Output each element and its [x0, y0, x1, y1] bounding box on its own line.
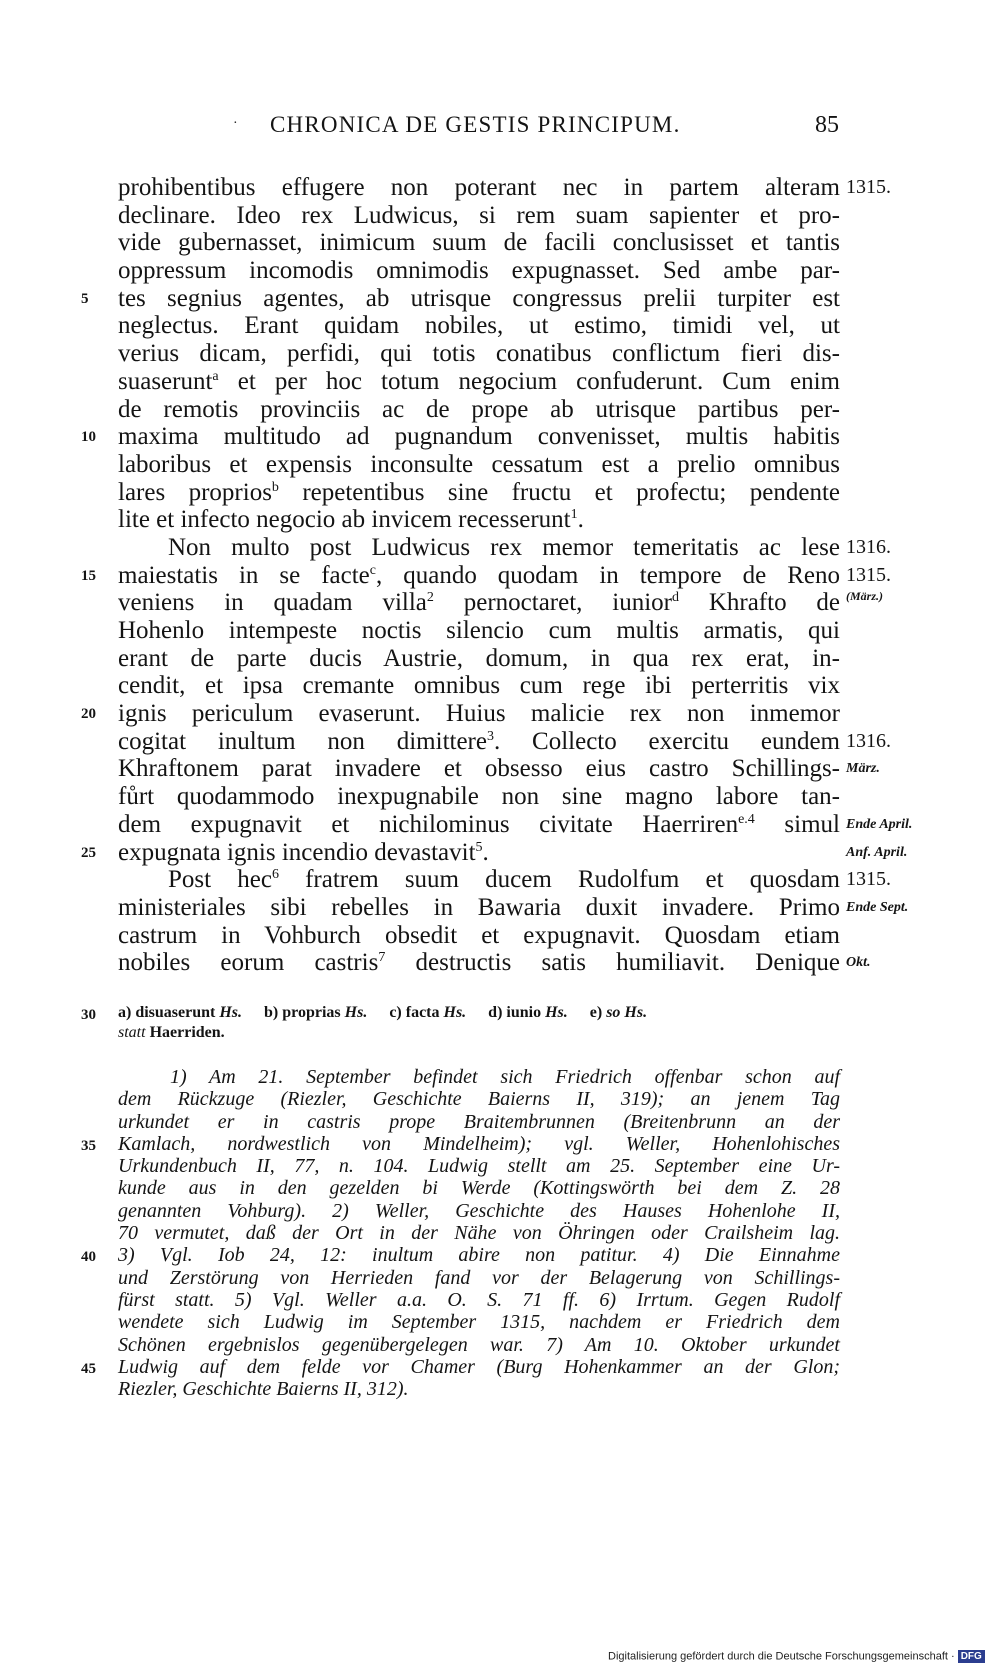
line-text: oppressum incomodis omnimodis expugnasset. Sed ambe par- [118, 257, 840, 285]
note-marker: 5 [475, 839, 483, 855]
text-line [81, 284, 840, 313]
text-line [118, 451, 840, 479]
footnote-text: 70 vermutet, daß der Ort in der Nähe von Öhringen oder Crailsheim lag. [118, 1222, 840, 1245]
margin-date: (März.) [846, 589, 884, 604]
line-content [118, 645, 840, 672]
margin-date: 1316. [846, 535, 891, 558]
line-text: Khrafto de [678, 589, 841, 617]
line-text: cendit, et ipsa cremante omnibus cum rege ibi perterritis vix [118, 672, 840, 700]
line-text: ignis periculum evaserunt. Huius malicie rex non inmemor [118, 700, 840, 728]
footnote-line [81, 1244, 840, 1267]
line-number: 15 [81, 567, 96, 584]
footnote-text: Kamlach, nordwestlich von Mindelheim); vgl. Weller, Hohenlohisches [118, 1132, 840, 1155]
footnote-text: dem Rückzuge (Riezler, Geschichte Baierns II, 319); an jenem Tag [118, 1088, 840, 1111]
footnote-line [118, 1311, 840, 1333]
page-number: 85 [815, 112, 839, 138]
note-marker: e.4 [738, 811, 755, 827]
apparatus-continuation: Haerriden. [145, 1024, 225, 1041]
text-line [118, 533, 891, 562]
apparatus-item [590, 1004, 647, 1021]
margin-date: 1315. [846, 563, 891, 586]
line-text: maxima multitudo ad pugnandum convenisset, multis habitis [118, 423, 840, 451]
line-text: verius dicam, perfidi, qui totis conatibus conflictum fieri dis- [118, 340, 840, 368]
credit-text: Digitalisierung gefördert durch die Deutsche Forschungsgemeinschaft · [608, 1650, 955, 1663]
apparatus-source: Hs. [545, 1004, 568, 1021]
line-content [118, 922, 840, 949]
note-marker: 6 [271, 867, 279, 883]
line-text: de remotis provinciis ac de prope ab utrisque partibus per- [118, 395, 840, 423]
line-text: erant de parte ducis Austrie, domum, in qua rex erat, in- [118, 644, 840, 672]
text-line [118, 257, 840, 285]
line-content [118, 285, 840, 312]
apparatus-line [81, 1003, 840, 1023]
digitization-credit [608, 1650, 985, 1663]
footnote-line [118, 1177, 840, 1199]
line-number: 30 [81, 1007, 96, 1023]
apparatus-label: b) proprias [264, 1004, 345, 1021]
critical-apparatus [81, 1003, 840, 1043]
text-line [118, 312, 840, 340]
text-line [118, 617, 840, 645]
footnote-text: Riezler, Geschichte Baierns II, 312). [118, 1378, 409, 1401]
line-content [118, 839, 489, 866]
text-line [118, 368, 840, 396]
apparatus-source: Hs. [219, 1004, 243, 1021]
note-marker: b [271, 479, 279, 495]
footnote-line [118, 1200, 840, 1222]
line-content [118, 229, 840, 256]
line-content [118, 396, 840, 423]
line-text: castrum in Vohburch obsedit et expugnavit. Quosdam etiam [118, 921, 840, 949]
text-line [118, 589, 884, 617]
line-text: pernoctaret, iunior [433, 589, 672, 617]
margin-date: Ende April. [846, 816, 913, 832]
line-content [118, 257, 840, 284]
line-text: cogitat inultum non dimittere [118, 727, 487, 755]
line-content [118, 728, 840, 755]
line-number: 45 [81, 1360, 96, 1377]
footnotes [81, 1066, 840, 1401]
line-text: suaserunt [118, 367, 213, 395]
line-text: simul [754, 810, 840, 838]
footnote-text: und Zerstörung von Herrieden fand vor der Belagerung von Schillings- [118, 1266, 840, 1289]
line-number: 20 [81, 706, 96, 723]
apparatus-label: e) [589, 1004, 607, 1021]
line-text: . [482, 838, 489, 866]
margin-date: März. [846, 761, 880, 777]
line-text: , quando quodam in tempore de Reno [375, 561, 840, 589]
line-content [118, 174, 840, 201]
apparatus-source: Hs. [443, 1004, 467, 1021]
line-number: 5 [81, 290, 89, 307]
footnote-text: wendete sich Ludwig im September 1315, nachdem er Friedrich dem [118, 1311, 840, 1334]
footnote-line [118, 1378, 840, 1400]
line-content [118, 368, 840, 395]
text-line [118, 396, 840, 424]
apparatus-label: d) iunio [488, 1004, 546, 1021]
line-text: prohibentibus effugere non poterant nec in partem alteram [118, 174, 840, 201]
line-text: repetentibus sine fructu et profectu; pendente [278, 478, 840, 506]
text-line [118, 810, 913, 839]
text-line [81, 700, 840, 728]
note-marker: 2 [426, 590, 434, 606]
text-line [118, 645, 840, 673]
line-text: declinare. Ideo rex Ludwicus, si rem suam sapienter et pro- [118, 201, 840, 229]
text-line [118, 755, 880, 783]
apparatus-source: Hs. [344, 1004, 368, 1021]
line-content [118, 811, 840, 838]
line-text: tes segnius agentes, ab utrisque congressus prelii turpiter est [118, 284, 840, 312]
line-text: laboribus et expensis inconsulte cessatum est a prelio omnibus [118, 450, 840, 478]
line-text: Khraftonem parat invadere et obsesso eius castro Schillings- [118, 755, 840, 783]
footnote-line [118, 1267, 840, 1289]
footnote-line [81, 1355, 840, 1378]
line-content [118, 202, 840, 229]
margin-date: 1316. [846, 729, 891, 752]
apparatus-item [264, 1004, 367, 1021]
line-content [118, 562, 840, 589]
line-text: maiestatis in se facte [118, 561, 370, 589]
line-text: ministeriales sibi rebelles in Bawaria duxit invadere. Primo [118, 893, 840, 921]
apparatus-item [389, 1004, 466, 1021]
apparatus-label: c) facta [389, 1004, 444, 1021]
footnote-line [118, 1066, 840, 1088]
text-line [118, 229, 840, 257]
line-content [118, 312, 840, 339]
line-text: nobiles eorum castris [118, 949, 379, 977]
text-line [81, 561, 891, 590]
margin-date: 1315. [846, 868, 891, 891]
footnote-line [118, 1289, 840, 1311]
footnote-line [118, 1088, 840, 1110]
line-content [118, 506, 584, 533]
margin-date: Ende Sept. [846, 899, 909, 915]
line-number: 25 [81, 844, 96, 861]
line-content [118, 451, 840, 478]
footnote-text: Ludwig auf dem felde vor Chamer (Burg Hohenkammer an der Glon; [118, 1355, 840, 1378]
dfg-logo: DFG [958, 1650, 985, 1663]
line-content [118, 589, 840, 616]
line-text: lares proprios [118, 478, 272, 506]
line-number: 40 [81, 1249, 96, 1266]
text-line [118, 783, 840, 811]
line-text: fůrt quodammodo inexpugnabile non sine magno labore tan- [118, 783, 840, 811]
line-content [118, 479, 840, 506]
apparatus-label: a) disuaserunt [118, 1004, 220, 1021]
line-content [118, 617, 840, 644]
line-text: veniens in quadam villa [118, 589, 427, 617]
line-content [118, 672, 840, 699]
text-line [118, 893, 909, 922]
line-content [118, 949, 840, 976]
apparatus-continuation-italic: statt [118, 1024, 146, 1041]
line-content [118, 700, 840, 727]
text-line [118, 922, 840, 950]
apparatus-item [118, 1004, 242, 1021]
footnote-text: 1) Am 21. September befindet sich Friedrich offenbar schon auf [170, 1066, 840, 1088]
note-marker: c [369, 562, 376, 578]
note-marker: 3 [486, 728, 494, 744]
line-text: vide gubernasset, inimicum suum de facili conclusisset et tantis [118, 229, 840, 257]
line-text: . Collecto exercitu eundem [493, 727, 840, 755]
line-content [168, 534, 840, 561]
line-content [118, 423, 840, 450]
note-marker: 7 [378, 950, 386, 966]
margin-date: Anf. April. [846, 844, 908, 860]
apparatus-line [118, 1023, 840, 1043]
text-line [118, 949, 871, 977]
header-dot: · [233, 116, 238, 131]
footnote-line [118, 1222, 840, 1244]
text-line [118, 866, 891, 894]
line-content [118, 894, 840, 921]
note-marker: 1 [570, 507, 578, 523]
text-line [118, 202, 840, 230]
line-content [168, 866, 840, 893]
margin-date: Okt. [846, 955, 871, 971]
footnote-text: Schönen ergebnislos gegenübergelegen war. 7) Am 10. Oktober urkundet [118, 1333, 840, 1356]
line-text: Hohenlo intempeste noctis silencio cum multis armatis, qui [118, 617, 840, 644]
text-line [81, 838, 908, 867]
note-marker: d [671, 590, 679, 606]
margin-date: 1315. [846, 176, 891, 198]
line-number: 35 [81, 1137, 96, 1154]
text-line [118, 727, 891, 756]
line-text: neglectus. Erant quidam nobiles, ut estimo, timidi vel, ut [118, 312, 840, 340]
text-line [118, 506, 840, 534]
text-line [81, 423, 840, 451]
line-content [118, 755, 840, 782]
line-number: 10 [81, 429, 96, 446]
line-content [118, 340, 840, 367]
footnote-text: Urkundenbuch II, 77, n. 104. Ludwig stellt am 25. September eine Ur- [118, 1155, 840, 1178]
apparatus-item [488, 1004, 568, 1021]
running-title: CHRONICA DE GESTIS PRINCIPUM. [270, 112, 681, 137]
line-text: et per hoc totum negocium confuderunt. Cum enim [218, 367, 840, 395]
apparatus-source: so Hs. [606, 1004, 648, 1021]
line-text: Non multo post Ludwicus rex memor temeritatis ac lese [168, 533, 840, 561]
text-line [118, 174, 891, 202]
line-text: dem expugnavit et nichilominus civitate Haerriren [118, 810, 739, 838]
line-text: . [577, 506, 584, 534]
text-line [118, 340, 840, 368]
footnote-line [118, 1155, 840, 1177]
line-content [118, 783, 840, 810]
footnote-line [118, 1111, 840, 1133]
line-text: expugnata ignis incendio devastavit [118, 838, 476, 866]
footnote-text: genannten Vohburg). 2) Weller, Geschichte des Hauses Hohenlohe II, [118, 1199, 840, 1222]
line-text: fratrem suum ducem Rudolfum et quosdam [278, 866, 840, 894]
note-marker: a [212, 368, 219, 384]
footnote-text: 3) Vgl. Iob 24, 12: inultum abire non patitur. 4) Die Einnahme [118, 1244, 840, 1267]
footnote-line [81, 1132, 840, 1155]
footnote-text: kunde aus in den gezelden bi Werde (Kottingswörth bei dem Z. 28 [118, 1177, 840, 1200]
line-text: Post hec [168, 866, 272, 894]
footnote-text: fürst statt. 5) Vgl. Weller a.a. O. S. 71 ff. 6) Irrtum. Gegen Rudolf [118, 1288, 840, 1311]
footnote-text: urkundet er in castris prope Braitembrunnen (Breitenbrunn an der [118, 1110, 840, 1133]
line-text: destructis satis humiliavit. Denique [385, 949, 840, 977]
text-line [118, 479, 840, 507]
main-text [81, 174, 913, 977]
footnote-line [118, 1334, 840, 1356]
line-text: lite et infecto negocio ab invicem recesserunt [118, 506, 571, 534]
text-line [118, 672, 840, 700]
